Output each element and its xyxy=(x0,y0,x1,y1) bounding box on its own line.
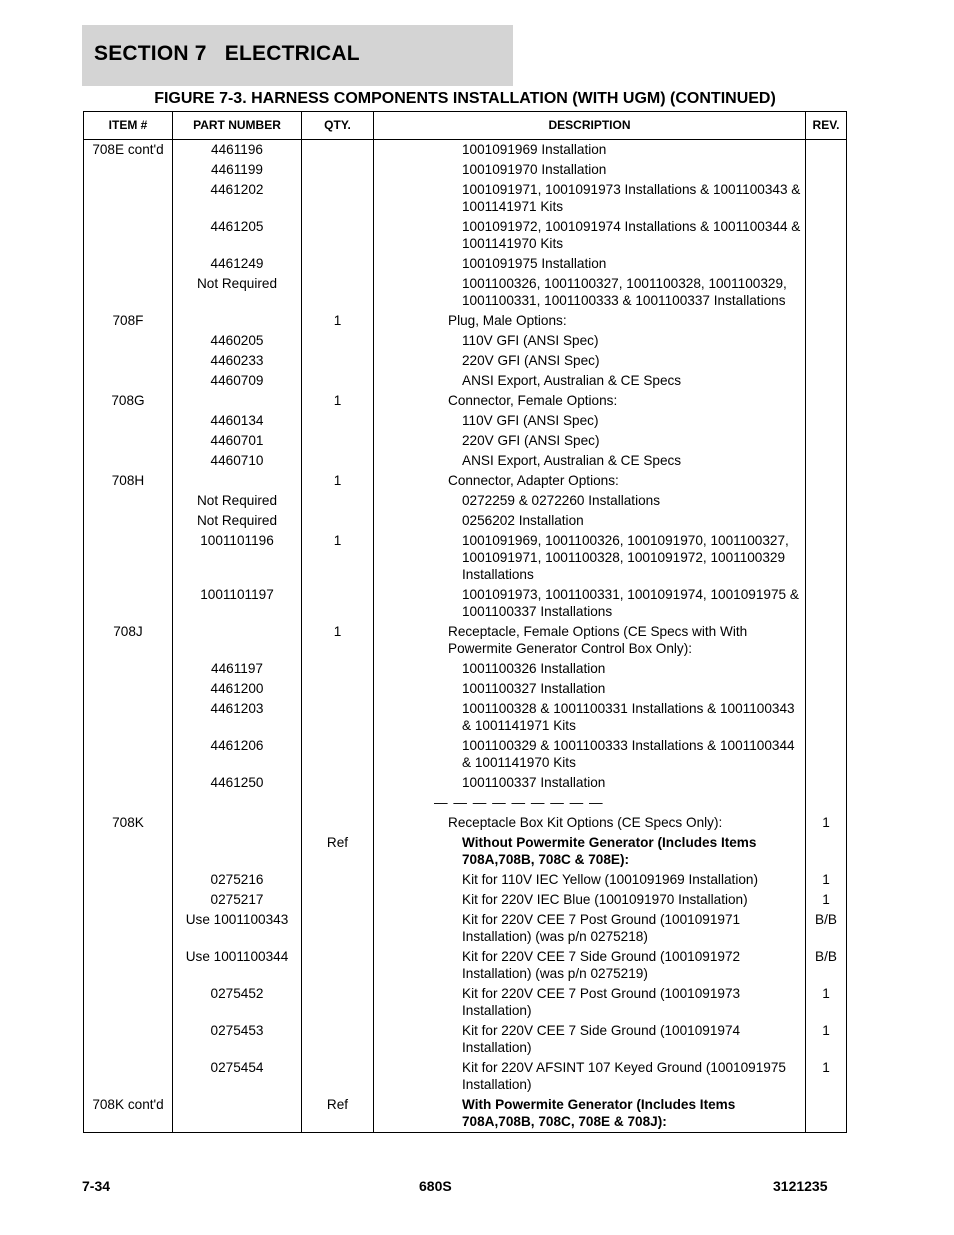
description-cell: Kit for 220V AFSINT 107 Keyed Ground (1001091975 Installation) xyxy=(374,1059,806,1096)
item-cell xyxy=(84,680,173,700)
item-cell xyxy=(84,891,173,911)
qty-cell xyxy=(302,140,374,162)
rev-cell: B/B xyxy=(806,948,847,985)
qty-cell xyxy=(302,871,374,891)
table-row xyxy=(84,871,847,891)
rev-cell xyxy=(806,834,847,871)
qty-cell xyxy=(302,452,374,472)
table-row xyxy=(84,586,847,623)
part-number-cell: 0275217 xyxy=(173,891,302,911)
description-cell: Connector, Adapter Options: xyxy=(374,472,806,492)
table-row xyxy=(84,140,847,162)
item-cell xyxy=(84,774,173,794)
description-cell: 1001100329 & 1001100333 Installations & 1001100344 & 1001141970 Kits xyxy=(374,737,806,774)
rev-cell xyxy=(806,794,847,814)
description-cell: Connector, Female Options: xyxy=(374,392,806,412)
table-row xyxy=(84,492,847,512)
table-row xyxy=(84,623,847,660)
item-cell xyxy=(84,352,173,372)
description-cell: 1001091975 Installation xyxy=(374,255,806,275)
item-cell xyxy=(84,985,173,1022)
item-cell: 708J xyxy=(84,623,173,660)
part-number-cell: 4461249 xyxy=(173,255,302,275)
table-row xyxy=(84,161,847,181)
description-cell: Receptacle, Female Options (CE Specs with With Powermite Generator Control Box Only): xyxy=(374,623,806,660)
table-row xyxy=(84,432,847,452)
table-row xyxy=(84,1059,847,1096)
qty-cell xyxy=(302,737,374,774)
part-number-cell xyxy=(173,623,302,660)
parts-table-body xyxy=(84,140,847,1133)
rev-cell xyxy=(806,492,847,512)
description-cell: Kit for 220V CEE 7 Side Ground (1001091972 Installation) (was p/n 0275219) xyxy=(374,948,806,985)
item-cell xyxy=(84,737,173,774)
table-row xyxy=(84,255,847,275)
part-number-cell: Not Required xyxy=(173,512,302,532)
rev-cell xyxy=(806,372,847,392)
qty-cell xyxy=(302,181,374,218)
part-number-cell: 0275454 xyxy=(173,1059,302,1096)
part-number-cell: Use 1001100343 xyxy=(173,911,302,948)
description-cell: With Powermite Generator (Includes Items 708A,708B, 708C, 708E & 708J): xyxy=(374,1096,806,1133)
description-cell: 1001100327 Installation xyxy=(374,680,806,700)
table-row xyxy=(84,834,847,871)
rev-cell xyxy=(806,218,847,255)
table-row xyxy=(84,512,847,532)
qty-cell: 1 xyxy=(302,312,374,332)
table-row xyxy=(84,1022,847,1059)
figure-title: FIGURE 7-3. HARNESS COMPONENTS INSTALLATION (WITH UGM) (CONTINUED) xyxy=(154,90,776,107)
description-cell: Plug, Male Options: xyxy=(374,312,806,332)
table-row xyxy=(84,532,847,586)
qty-cell xyxy=(302,352,374,372)
item-cell xyxy=(84,432,173,452)
rev-cell xyxy=(806,452,847,472)
qty-cell xyxy=(302,680,374,700)
table-row xyxy=(84,181,847,218)
description-cell: 1001091970 Installation xyxy=(374,161,806,181)
rev-cell xyxy=(806,623,847,660)
part-number-cell: 4460233 xyxy=(173,352,302,372)
footer-document-number: 3121235 xyxy=(773,1178,828,1194)
item-cell xyxy=(84,161,173,181)
footer-page-number: 7-34 xyxy=(82,1178,111,1194)
table-row xyxy=(84,737,847,774)
description-cell: Kit for 220V CEE 7 Side Ground (1001091974 Installation) xyxy=(374,1022,806,1059)
qty-cell: 1 xyxy=(302,392,374,412)
table-row xyxy=(84,700,847,737)
table-row xyxy=(84,814,847,834)
rev-cell xyxy=(806,586,847,623)
rev-cell xyxy=(806,532,847,586)
item-cell xyxy=(84,512,173,532)
qty-cell xyxy=(302,1022,374,1059)
description-cell: Kit for 220V CEE 7 Post Ground (1001091971 Installation) (was p/n 0275218) xyxy=(374,911,806,948)
part-number-cell: 0275453 xyxy=(173,1022,302,1059)
table-row xyxy=(84,332,847,352)
description-cell: Kit for 220V IEC Blue (1001091970 Installation) xyxy=(374,891,806,911)
rev-cell xyxy=(806,737,847,774)
item-cell xyxy=(84,834,173,871)
qty-cell xyxy=(302,814,374,834)
part-number-cell: 4460710 xyxy=(173,452,302,472)
qty-cell xyxy=(302,218,374,255)
rev-cell: 1 xyxy=(806,871,847,891)
qty-cell xyxy=(302,432,374,452)
rev-cell xyxy=(806,680,847,700)
qty-cell xyxy=(302,492,374,512)
part-number-cell: 0275216 xyxy=(173,871,302,891)
table-row xyxy=(84,794,847,814)
description-cell: Kit for 220V CEE 7 Post Ground (1001091973 Installation) xyxy=(374,985,806,1022)
qty-cell: 1 xyxy=(302,532,374,586)
rev-cell: 1 xyxy=(806,1022,847,1059)
part-number-cell: Not Required xyxy=(173,275,302,312)
part-number-cell xyxy=(173,794,302,814)
part-number-cell xyxy=(173,834,302,871)
rev-cell xyxy=(806,392,847,412)
table-row xyxy=(84,218,847,255)
qty-cell xyxy=(302,1059,374,1096)
table-row xyxy=(84,472,847,492)
part-number-cell: 4461200 xyxy=(173,680,302,700)
part-number-cell: 4461202 xyxy=(173,181,302,218)
description-cell: 1001091971, 1001091973 Installations & 1001100343 & 1001141971 Kits xyxy=(374,181,806,218)
description-cell: 1001100328 & 1001100331 Installations & 1001100343 & 1001141971 Kits xyxy=(374,700,806,737)
rev-cell: 1 xyxy=(806,1059,847,1096)
rev-cell xyxy=(806,472,847,492)
item-cell xyxy=(84,372,173,392)
item-cell xyxy=(84,532,173,586)
part-number-cell: Use 1001100344 xyxy=(173,948,302,985)
part-number-cell: 4461197 xyxy=(173,660,302,680)
table-row xyxy=(84,948,847,985)
rev-cell xyxy=(806,181,847,218)
part-number-cell xyxy=(173,472,302,492)
part-number-cell: 4461206 xyxy=(173,737,302,774)
column-header-part-number: PART NUMBER xyxy=(173,112,302,140)
qty-cell xyxy=(302,660,374,680)
qty-cell xyxy=(302,948,374,985)
item-cell xyxy=(84,412,173,432)
part-number-cell: 4461199 xyxy=(173,161,302,181)
table-row xyxy=(84,392,847,412)
rev-cell xyxy=(806,1096,847,1133)
qty-cell xyxy=(302,586,374,623)
item-cell xyxy=(84,871,173,891)
table-row xyxy=(84,452,847,472)
qty-cell xyxy=(302,512,374,532)
qty-cell xyxy=(302,891,374,911)
item-cell xyxy=(84,911,173,948)
description-cell: 1001091969 Installation xyxy=(374,140,806,162)
description-cell: Receptacle Box Kit Options (CE Specs Only): xyxy=(374,814,806,834)
description-cell: 110V GFI (ANSI Spec) xyxy=(374,412,806,432)
rev-cell xyxy=(806,774,847,794)
part-number-cell: 4460205 xyxy=(173,332,302,352)
qty-cell xyxy=(302,911,374,948)
part-number-cell xyxy=(173,392,302,412)
description-cell: 0272259 & 0272260 Installations xyxy=(374,492,806,512)
part-number-cell xyxy=(173,1096,302,1133)
column-header-description: DESCRIPTION xyxy=(374,112,806,140)
part-number-cell: 4460701 xyxy=(173,432,302,452)
part-number-cell xyxy=(173,312,302,332)
separator-dashes: — — — — — — — — — xyxy=(434,795,604,810)
qty-cell xyxy=(302,412,374,432)
description-cell: 1001091969, 1001100326, 1001091970, 1001100327, 1001091971, 1001100328, 1001091972, 1001100329 Installations xyxy=(374,532,806,586)
rev-cell: B/B xyxy=(806,911,847,948)
table-row xyxy=(84,275,847,312)
rev-cell: 1 xyxy=(806,814,847,834)
qty-cell: Ref xyxy=(302,834,374,871)
item-cell xyxy=(84,275,173,312)
item-cell: 708K cont'd xyxy=(84,1096,173,1133)
item-cell: 708G xyxy=(84,392,173,412)
table-row xyxy=(84,412,847,432)
qty-cell xyxy=(302,332,374,352)
item-cell xyxy=(84,181,173,218)
item-cell xyxy=(84,700,173,737)
item-cell xyxy=(84,332,173,352)
description-cell: ANSI Export, Australian & CE Specs xyxy=(374,452,806,472)
qty-cell: Ref xyxy=(302,1096,374,1133)
table-row xyxy=(84,352,847,372)
rev-cell xyxy=(806,512,847,532)
rev-cell xyxy=(806,275,847,312)
item-cell: 708K xyxy=(84,814,173,834)
part-number-cell: 1001101196 xyxy=(173,532,302,586)
column-header-qty: QTY. xyxy=(302,112,374,140)
table-row xyxy=(84,312,847,332)
part-number-cell: 4460709 xyxy=(173,372,302,392)
rev-cell xyxy=(806,312,847,332)
part-number-cell: 4461250 xyxy=(173,774,302,794)
qty-cell: 1 xyxy=(302,623,374,660)
table-row xyxy=(84,1096,847,1133)
description-cell: Kit for 110V IEC Yellow (1001091969 Installation) xyxy=(374,871,806,891)
description-cell: Without Powermite Generator (Includes Items 708A,708B, 708C & 708E): xyxy=(374,834,806,871)
qty-cell xyxy=(302,275,374,312)
description-cell: 0256202 Installation xyxy=(374,512,806,532)
qty-cell xyxy=(302,372,374,392)
section-title: SECTION 7 ELECTRICAL xyxy=(94,42,360,65)
description-cell: 1001091973, 1001100331, 1001091974, 1001091975 & 1001100337 Installations xyxy=(374,586,806,623)
item-cell xyxy=(84,1022,173,1059)
item-cell xyxy=(84,660,173,680)
rev-cell xyxy=(806,255,847,275)
footer-model: 680S xyxy=(419,1178,452,1194)
table-row xyxy=(84,680,847,700)
qty-cell xyxy=(302,255,374,275)
rev-cell xyxy=(806,700,847,737)
table-row xyxy=(84,985,847,1022)
rev-cell xyxy=(806,352,847,372)
table-row xyxy=(84,774,847,794)
part-number-cell xyxy=(173,814,302,834)
qty-cell xyxy=(302,774,374,794)
part-number-cell: 4460134 xyxy=(173,412,302,432)
part-number-cell: 4461196 xyxy=(173,140,302,162)
item-cell xyxy=(84,492,173,512)
table-row xyxy=(84,891,847,911)
table-row xyxy=(84,372,847,392)
rev-cell xyxy=(806,332,847,352)
qty-cell xyxy=(302,700,374,737)
item-cell xyxy=(84,794,173,814)
rev-cell xyxy=(806,432,847,452)
qty-cell xyxy=(302,985,374,1022)
item-cell: 708F xyxy=(84,312,173,332)
item-cell xyxy=(84,452,173,472)
rev-cell: 1 xyxy=(806,891,847,911)
table-header-row xyxy=(84,112,847,140)
item-cell xyxy=(84,948,173,985)
part-number-cell: Not Required xyxy=(173,492,302,512)
rev-cell xyxy=(806,161,847,181)
description-cell: 1001091972, 1001091974 Installations & 1001100344 & 1001141970 Kits xyxy=(374,218,806,255)
item-cell xyxy=(84,255,173,275)
item-cell xyxy=(84,1059,173,1096)
description-cell: 220V GFI (ANSI Spec) xyxy=(374,352,806,372)
description-cell: 1001100326, 1001100327, 1001100328, 1001100329, 1001100331, 1001100333 & 1001100337 Installations xyxy=(374,275,806,312)
item-cell xyxy=(84,218,173,255)
rev-cell: 1 xyxy=(806,985,847,1022)
description-cell: 1001100337 Installation xyxy=(374,774,806,794)
column-header-item: ITEM # xyxy=(84,112,173,140)
part-number-cell: 4461205 xyxy=(173,218,302,255)
rev-cell xyxy=(806,660,847,680)
qty-cell: 1 xyxy=(302,472,374,492)
part-number-cell: 4461203 xyxy=(173,700,302,737)
table-row xyxy=(84,660,847,680)
description-cell: 220V GFI (ANSI Spec) xyxy=(374,432,806,452)
description-cell: ANSI Export, Australian & CE Specs xyxy=(374,372,806,392)
item-cell xyxy=(84,586,173,623)
rev-cell xyxy=(806,412,847,432)
qty-cell xyxy=(302,794,374,814)
description-cell: 110V GFI (ANSI Spec) xyxy=(374,332,806,352)
part-number-cell: 1001101197 xyxy=(173,586,302,623)
description-cell: 1001100326 Installation xyxy=(374,660,806,680)
description-cell xyxy=(374,794,806,814)
part-number-cell: 0275452 xyxy=(173,985,302,1022)
column-header-rev: REV. xyxy=(806,112,847,140)
item-cell: 708H xyxy=(84,472,173,492)
parts-table xyxy=(83,111,847,1133)
qty-cell xyxy=(302,161,374,181)
table-row xyxy=(84,911,847,948)
item-cell: 708E cont'd xyxy=(84,140,173,162)
rev-cell xyxy=(806,140,847,162)
